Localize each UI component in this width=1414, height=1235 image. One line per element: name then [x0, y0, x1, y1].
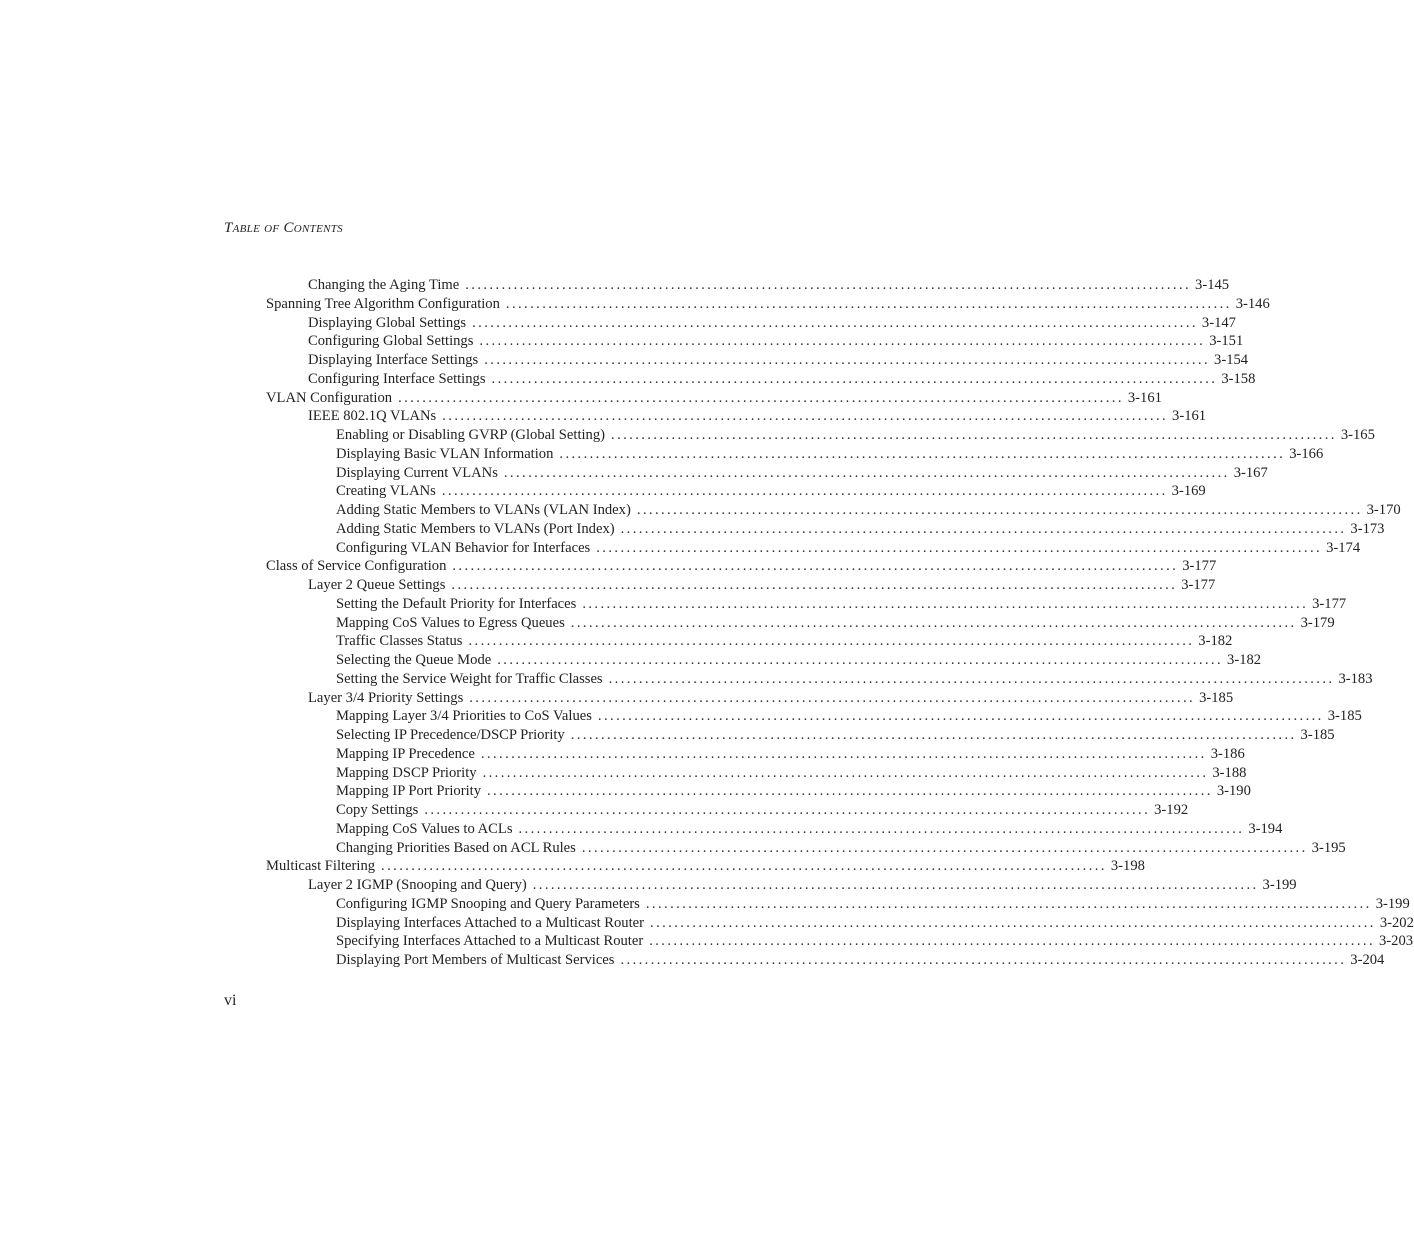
toc-entry-title: Mapping CoS Values to ACLs	[336, 820, 513, 837]
page-number: vi	[224, 992, 237, 1009]
toc-entry-title: Configuring VLAN Behavior for Interfaces	[336, 539, 591, 556]
toc-leader-dots: ........................................................................................................................	[559, 445, 1286, 462]
toc-leader-dots: ........................................................................................................................	[424, 802, 1151, 818]
toc-entry-page: 3-161	[1172, 408, 1207, 425]
toc-entry-title: Configuring IGMP Snooping and Query Parameters	[336, 895, 640, 912]
toc-entry[interactable]	[308, 689, 1234, 708]
toc-entry-title: Adding Static Members to VLANs (VLAN Index)	[336, 502, 631, 518]
toc-entry[interactable]	[336, 501, 1401, 520]
toc-entry-title: Configuring Global Settings	[308, 333, 474, 350]
toc-leader-dots: ........................................................................................................................	[472, 314, 1198, 331]
toc-entry-page: 3-166	[1289, 445, 1324, 462]
running-header: Table of Contents	[224, 220, 343, 236]
toc-entry-page: 3-179	[1300, 614, 1335, 631]
toc-entry-page: 3-185	[1327, 708, 1362, 725]
toc-entry[interactable]	[266, 857, 1145, 876]
toc-entry-page: 3-173	[1350, 520, 1385, 537]
toc-entry-page: 3-198	[1110, 858, 1145, 875]
toc-entry[interactable]	[336, 707, 1362, 726]
toc-entry[interactable]	[336, 839, 1346, 858]
toc-leader-dots: ........................................................................................................................	[452, 558, 1179, 575]
toc-leader-dots: ........................................................................................................................	[570, 614, 1297, 631]
toc-entry[interactable]	[308, 576, 1216, 595]
toc-entry-title: Class of Service Configuration	[266, 558, 447, 575]
toc-entry[interactable]	[336, 764, 1247, 783]
toc-entry-title: Traffic Classes Status	[336, 633, 463, 650]
toc-entry-title: Multicast Filtering	[266, 858, 376, 875]
toc-leader-dots: ........................................................................................................................	[451, 577, 1178, 593]
toc-entry[interactable]	[336, 820, 1283, 839]
toc-entry-title: Layer 3/4 Priority Settings	[308, 689, 464, 706]
toc-entry-title: Changing Priorities Based on ACL Rules	[336, 839, 576, 856]
toc-entry-page: 3-185	[1300, 727, 1335, 743]
toc-entry-title: Mapping IP Port Priority	[336, 783, 481, 800]
toc-entry[interactable]	[336, 745, 1245, 764]
toc-entry-title: Displaying Interface Settings	[308, 352, 479, 368]
toc-entry-title: Layer 2 IGMP (Snooping and Query)	[308, 877, 527, 893]
toc-entry[interactable]	[336, 632, 1233, 651]
toc-entry-title: Displaying Interfaces Attached to a Multicast Router	[336, 914, 645, 931]
toc-entry-title: Displaying Basic VLAN Information	[336, 445, 554, 462]
toc-entry-title: Selecting the Queue Mode	[336, 652, 492, 668]
toc-entry[interactable]	[336, 670, 1373, 689]
toc-entry[interactable]	[336, 932, 1414, 951]
toc-entry-page: 3-182	[1198, 633, 1233, 650]
toc-entry-title: Setting the Service Weight for Traffic Classes	[336, 670, 603, 687]
toc-entry-title: Changing the Aging Time	[308, 277, 460, 293]
toc-entry-page: 3-182	[1227, 652, 1262, 668]
toc-entry-title: Layer 2 Queue Settings	[308, 577, 446, 593]
toc-entry-page: 3-202	[1379, 914, 1414, 931]
toc-entry-page: 3-167	[1233, 464, 1268, 481]
toc-entry[interactable]	[336, 595, 1347, 614]
toc-entry[interactable]	[336, 445, 1324, 464]
toc-entry-title: Spanning Tree Algorithm Configuration	[266, 295, 500, 312]
toc-entry-page: 3-158	[1221, 370, 1256, 387]
toc-leader-dots: ........................................................................................................................	[484, 352, 1211, 368]
toc-entry-page: 3-177	[1312, 595, 1347, 612]
toc-entry[interactable]	[336, 464, 1268, 483]
toc-leader-dots: ........................................................................................................................	[582, 595, 1309, 612]
toc-entry[interactable]	[308, 407, 1207, 426]
toc-entry-page: 3-177	[1181, 577, 1216, 593]
toc-entry-page: 3-154	[1214, 352, 1249, 368]
toc-entry-title: IEEE 802.1Q VLANs	[308, 408, 437, 425]
toc-entry[interactable]	[266, 557, 1217, 576]
toc-leader-dots: ........................................................................................................................	[645, 895, 1372, 912]
toc-entry[interactable]	[336, 614, 1335, 633]
toc-entry[interactable]	[266, 295, 1270, 314]
toc-entry[interactable]	[336, 426, 1375, 445]
toc-entry-page: 3-169	[1171, 483, 1206, 500]
toc-entry[interactable]	[336, 539, 1361, 558]
toc-entry-page: 3-199	[1262, 877, 1297, 893]
toc-entry[interactable]	[336, 482, 1206, 501]
toc-leader-dots: ........................................................................................................................	[491, 370, 1218, 387]
toc-leader-dots: ........................................................................................................................	[620, 952, 1347, 968]
toc-entry-page: 3-204	[1350, 952, 1385, 968]
toc-entry[interactable]	[308, 314, 1236, 333]
toc-leader-dots: ........................................................................................................................	[503, 464, 1230, 481]
toc-entry-page: 3-177	[1182, 558, 1217, 575]
toc-leader-dots: ........................................................................................................................	[650, 914, 1376, 931]
toc-entry-page: 3-174	[1326, 539, 1361, 556]
toc-entry[interactable]	[336, 914, 1414, 933]
toc-leader-dots: ........................................................................................................................	[620, 520, 1347, 537]
toc-leader-dots: ........................................................................................................................	[487, 783, 1213, 800]
toc-leader-dots: ........................................................................................................................	[482, 764, 1209, 781]
toc-leader-dots: ........................................................................................................................	[505, 295, 1232, 312]
toc-leader-dots: ........................................................................................................................	[465, 277, 1192, 293]
toc-entry-title: Mapping DSCP Priority	[336, 764, 477, 781]
toc-leader-dots: ........................................................................................................................	[570, 727, 1297, 743]
toc-leader-dots: ........................................................................................................................	[608, 670, 1335, 687]
toc-entry[interactable]	[336, 951, 1385, 970]
toc-entry-title: Creating VLANs	[336, 483, 436, 500]
toc-leader-dots: ........................................................................................................................	[468, 633, 1195, 650]
toc-entry-title: Displaying Current VLANs	[336, 464, 498, 481]
toc-entry-title: Mapping IP Precedence	[336, 745, 475, 762]
toc-leader-dots: ........................................................................................................................	[518, 820, 1245, 837]
toc-leader-dots: ........................................................................................................................	[597, 708, 1324, 725]
toc-entry-page: 3-188	[1212, 764, 1247, 781]
toc-leader-dots: ........................................................................................................................	[398, 389, 1124, 406]
toc-entry-page: 3-190	[1216, 783, 1251, 800]
toc-entry[interactable]	[336, 651, 1262, 670]
toc-entry-page: 3-165	[1340, 427, 1375, 443]
toc-entry[interactable]	[336, 520, 1385, 539]
toc-entry-page: 3-203	[1379, 933, 1414, 950]
toc-entry-page: 3-194	[1248, 820, 1283, 837]
toc-entry-page: 3-147	[1201, 314, 1236, 331]
toc-entry[interactable]	[308, 351, 1249, 370]
toc-entry-page: 3-185	[1199, 689, 1234, 706]
toc-leader-dots: ........................................................................................................................	[480, 745, 1207, 762]
toc-entry-title: Adding Static Members to VLANs (Port Index)	[336, 520, 615, 537]
toc-entry[interactable]	[308, 332, 1244, 351]
toc-entry-page: 3-199	[1375, 895, 1410, 912]
toc-leader-dots: ........................................................................................................................	[581, 839, 1308, 856]
toc-leader-dots: ........................................................................................................................	[497, 652, 1224, 668]
toc-entry[interactable]	[336, 801, 1189, 820]
toc-entry-page: 3-145	[1195, 277, 1230, 293]
toc-entry-title: Setting the Default Priority for Interfaces	[336, 595, 577, 612]
toc-entry-page: 3-192	[1154, 802, 1189, 818]
toc-entry[interactable]	[336, 782, 1251, 801]
toc-leader-dots: ........................................................................................................................	[381, 858, 1107, 875]
toc-entry-page: 3-183	[1338, 670, 1373, 687]
toc-leader-dots: ........................................................................................................................	[442, 408, 1169, 425]
toc-entry-page: 3-161	[1127, 389, 1162, 406]
toc-entry-page: 3-146	[1235, 295, 1270, 312]
toc-entry-page: 3-170	[1366, 502, 1401, 518]
toc-entry[interactable]	[308, 276, 1230, 295]
toc-leader-dots: ........................................................................................................................	[649, 933, 1375, 950]
toc-entry-page: 3-195	[1311, 839, 1346, 856]
toc-leader-dots: ........................................................................................................................	[441, 483, 1168, 500]
toc-entry-title: Copy Settings	[336, 802, 419, 818]
toc-entry-title: Specifying Interfaces Attached to a Multicast Router	[336, 933, 644, 950]
toc-leader-dots: ........................................................................................................................	[611, 427, 1337, 443]
toc-entry-page: 3-186	[1210, 745, 1245, 762]
toc-leader-dots: ........................................................................................................................	[469, 689, 1196, 706]
toc-leader-dots: ........................................................................................................................	[636, 502, 1363, 518]
toc-leader-dots: ........................................................................................................................	[532, 877, 1259, 893]
toc-entry[interactable]	[336, 895, 1410, 914]
toc-entry-title: Configuring Interface Settings	[308, 370, 486, 387]
toc-entry-title: Displaying Port Members of Multicast Services	[336, 952, 615, 968]
toc-entry-title: VLAN Configuration	[266, 389, 393, 406]
toc-entry-page: 3-151	[1209, 333, 1244, 350]
toc-entry[interactable]	[308, 876, 1297, 895]
toc-entry-title: Displaying Global Settings	[308, 314, 467, 331]
toc-entry[interactable]	[336, 726, 1335, 745]
toc-entry-title: Enabling or Disabling GVRP (Global Setting)	[336, 427, 606, 443]
toc-entry[interactable]	[308, 370, 1256, 389]
toc-leader-dots: ........................................................................................................................	[479, 333, 1206, 350]
toc-entry[interactable]	[266, 389, 1162, 408]
toc-entry-title: Selecting IP Precedence/DSCP Priority	[336, 727, 565, 743]
toc-entry-title: Mapping Layer 3/4 Priorities to CoS Values	[336, 708, 592, 725]
toc-leader-dots: ........................................................................................................................	[596, 539, 1323, 556]
toc-entry-title: Mapping CoS Values to Egress Queues	[336, 614, 565, 631]
